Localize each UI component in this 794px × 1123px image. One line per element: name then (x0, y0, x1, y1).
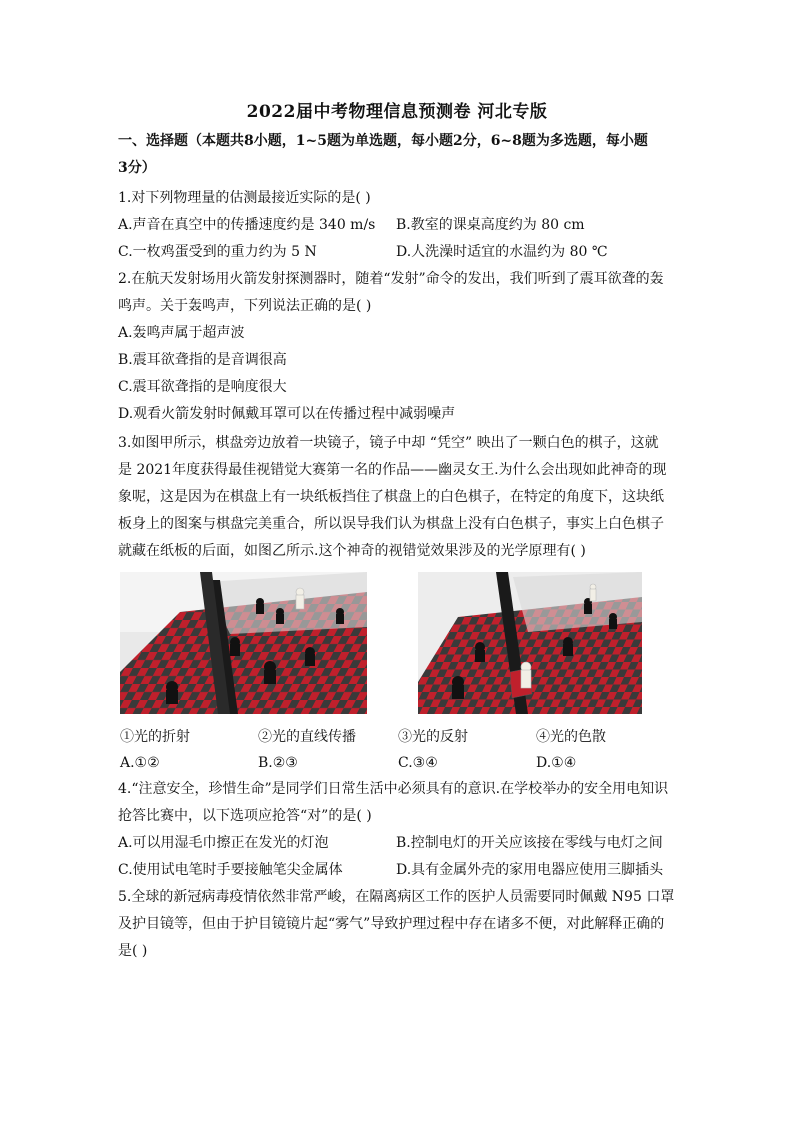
q1-option-b: B.教室的课桌高度约为 80 cm (396, 217, 585, 233)
q4-option-c: C.使用试电笔时手要接触笔尖金属体 (118, 862, 343, 878)
q1-stem: 1.对下列物理量的估测最接近实际的是( ) (118, 190, 371, 206)
q3-stem-line2: 是 2021年度获得最佳视错觉大赛第一名的作品——幽灵女王.为什么会出现如此神奇的现 (118, 462, 667, 478)
q3-stem-line3: 象呢，这是因为在棋盘上有一块纸板挡住了棋盘上的白色棋子，在特定的角度下，这块纸 (118, 489, 664, 505)
q3-item-1: ①光的折射 (120, 729, 190, 745)
q2-stem-line1: 2.在航天发射场用火箭发射探测器时，随着“发射”命令的发出，我们听到了震耳欲聋的轰 (118, 271, 664, 287)
q2-option-a: A.轰鸣声属于超声波 (118, 325, 245, 341)
q3-photo-yi (418, 572, 642, 714)
q1-option-a: A.声音在真空中的传播速度约是 340 m/s (118, 217, 376, 233)
q3-item-2: ②光的直线传播 (258, 729, 356, 745)
q5-stem-line2: 及护目镜等，但由于护目镜镜片起“雾气”导致护理过程中存在诸多不便，对此解释正确的 (118, 916, 665, 932)
q2-option-b: B.震耳欲聋指的是音调很高 (118, 352, 287, 368)
q5-stem-line1: 5.全球的新冠病毒疫情依然非常严峻，在隔离病区工作的医护人员需要同时佩戴 N95 口罩 (118, 889, 675, 905)
page-title: 2022届中考物理信息预测卷 河北专版 (246, 102, 548, 122)
q4-option-a: A.可以用湿毛巾擦正在发光的灯泡 (118, 835, 329, 851)
q2-option-d: D.观看火箭发射时佩戴耳罩可以在传播过程中减弱噪声 (118, 406, 456, 422)
q5-stem-line3: 是( ) (118, 943, 148, 959)
q4-option-d: D.具有金属外壳的家用电器应使用三脚插头 (396, 862, 664, 878)
q2-stem-line2: 鸣声。关于轰鸣声，下列说法正确的是( ) (118, 298, 372, 314)
q4-stem-line1: 4.“注意安全，珍惜生命”是同学们日常生活中必须具有的意识.在学校举办的安全用电知识 (118, 781, 669, 797)
q1-option-d: D.人洗澡时适宜的水温约为 80 ℃ (396, 244, 608, 260)
q3-photo-jia (120, 572, 367, 714)
q3-stem-line1: 3.如图甲所示，棋盘旁边放着一块镜子，镜子中却 “凭空” 映出了一颗白色的棋子，这就 (118, 435, 659, 451)
section-heading-line1: 一、选择题（本题共8小题，1~5题为单选题，每小题2分，6~8题为多选题，每小题 (118, 133, 648, 149)
section-heading-line2: 3分） (118, 160, 156, 176)
q3-stem-line4: 板身上的图案与棋盘完美重合，所以误导我们认为棋盘上没有白色棋子，事实上白色棋子 (118, 516, 664, 532)
q3-option-a: A.①② (120, 755, 160, 771)
q3-option-c: C.③④ (398, 755, 438, 771)
q3-stem-line5: 就藏在纸板的后面，如图乙所示.这个神奇的视错觉效果涉及的光学原理有( ) (118, 543, 586, 559)
q4-stem-line2: 抢答比赛中，以下选项应抢答“对”的是( ) (118, 808, 372, 824)
q3-option-b: B.②③ (258, 755, 298, 771)
q2-option-c: C.震耳欲聋指的是响度很大 (118, 379, 287, 395)
q3-item-3: ③光的反射 (398, 729, 468, 745)
q3-option-d: D.①④ (536, 755, 577, 771)
q3-item-4: ④光的色散 (536, 729, 606, 745)
q4-option-b: B.控制电灯的开关应该接在零线与电灯之间 (396, 835, 663, 851)
q1-option-c: C.一枚鸡蛋受到的重力约为 5 N (118, 244, 317, 260)
